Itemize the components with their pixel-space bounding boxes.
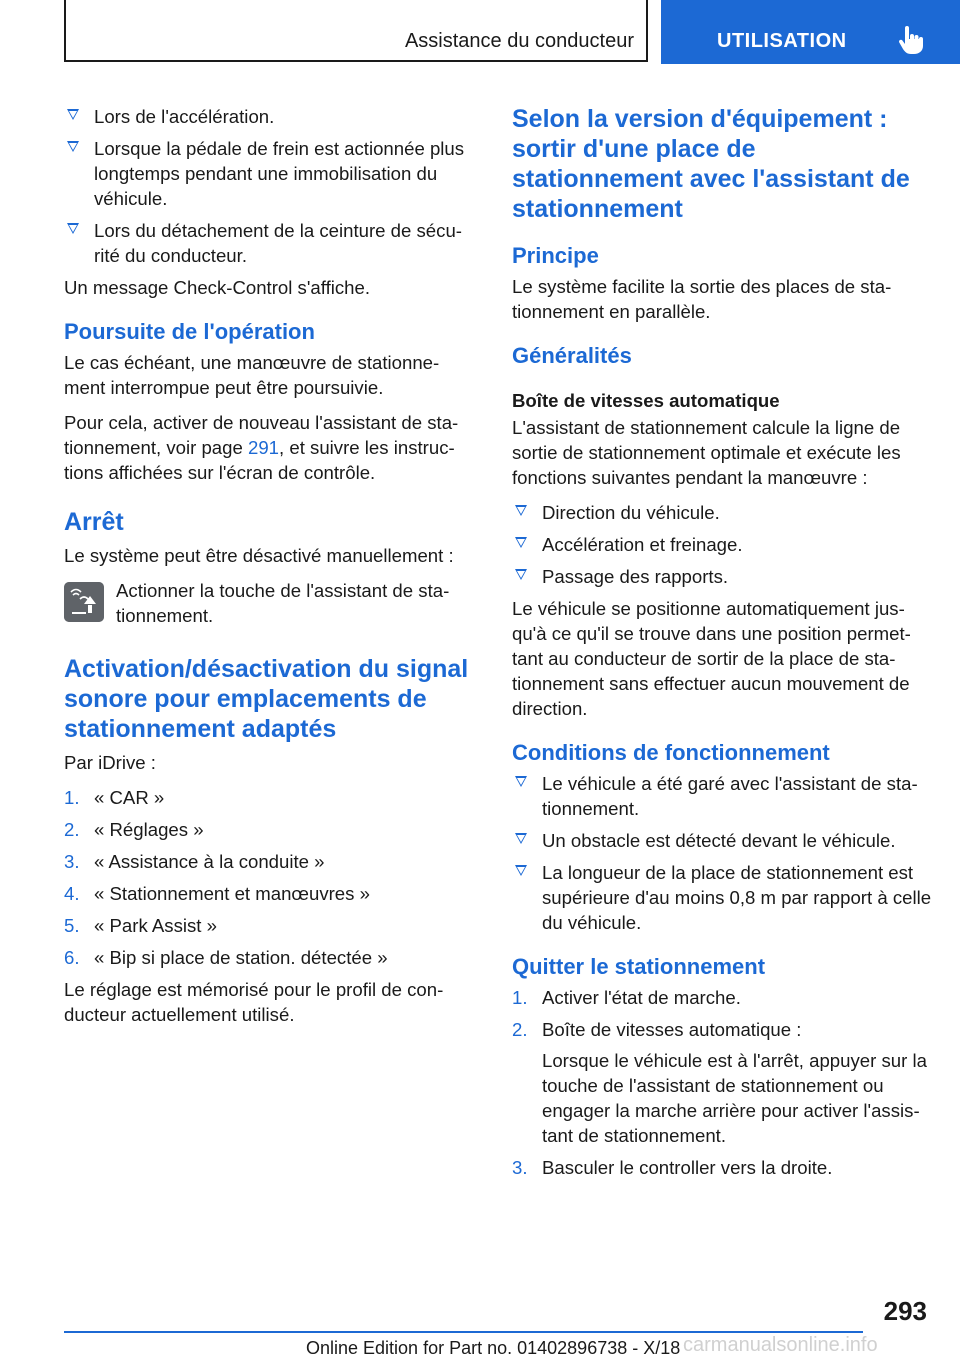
check-control-text: Un message Check-Control s'affiche. — [64, 277, 371, 298]
page-link[interactable]: 291 — [248, 437, 280, 458]
generalites-text-2: Le véhicule se positionne automatiquement jus-qu'à ce qu'il se trouve dans une position permet-tant au conducteur de sortir de la place de sta-tionnement sans effectuer aucun mouvement de direction. — [512, 598, 911, 719]
section-title: Assistance du conducteur — [404, 30, 634, 52]
bullet-list-conditions-fonctionnement — [512, 771, 932, 935]
triangle-bullet-icon — [515, 569, 527, 580]
heading-activation: Activation/désactivation du signal sonore pour emplacements de stationnement adaptés — [64, 655, 469, 743]
list-item: Lorsque la pédale de frein est actionnée plus longtemps pendant une immobilisation du véhicule. — [64, 136, 480, 211]
footer-watermark: carmanualsonline.info — [683, 1334, 878, 1356]
chapter-label: UTILISATION — [717, 30, 847, 52]
heading-principe: Principe — [512, 243, 599, 268]
generalites-text: L'assistant de stationnement calcule la ligne de sortie de stationnement optimale et exécute les fonctions suivantes pendant la manœuvre : — [512, 417, 901, 488]
list-item: Lors du détachement de la ceinture de sécu-rité du conducteur. — [64, 218, 480, 268]
footer-rule — [64, 1331, 863, 1333]
list-item: Un obstacle est détecté devant le véhicule. — [512, 828, 932, 853]
triangle-bullet-icon — [67, 141, 79, 152]
list-item: Le véhicule a été garé avec l'assistant de sta-tionnement. — [512, 771, 932, 821]
triangle-bullet-icon — [515, 776, 527, 787]
poursuite-text: Le cas échéant, une manœuvre de stationne-ment interrompue peut être poursuivie. — [64, 352, 440, 398]
header-section-box — [64, 0, 648, 62]
quitter-steps — [512, 985, 932, 1180]
list-item: 3. « Assistance à la conduite » — [64, 851, 325, 872]
heading-arret: Arrêt — [64, 508, 124, 536]
list-item: La longueur de la place de stationnement est supérieure d'au moins 0,8 m par rapport à celle du véhicule. — [512, 860, 932, 935]
heading-conditions: Conditions de fonctionnement — [512, 740, 830, 765]
park-assist-button-icon — [64, 582, 104, 622]
activation-outro: Le réglage est mémorisé pour le profil de con-ducteur actuellement utilisé. — [64, 979, 444, 1025]
bullet-list-conditions — [64, 104, 480, 268]
activation-steps — [64, 785, 480, 970]
chapter-tab — [661, 0, 960, 64]
list-item: Passage des rapports. — [512, 564, 932, 589]
arret-text: Le système peut être désactivé manuellement : — [64, 545, 454, 566]
hand-pointer-icon — [897, 26, 923, 56]
arret-icon-text: Actionner la touche de l'assistant de sta-tionnement. — [116, 580, 450, 626]
triangle-bullet-icon — [67, 109, 79, 120]
left-column — [64, 104, 480, 1037]
heading-generalites: Généralités — [512, 343, 632, 368]
list-item: Direction du véhicule. — [512, 500, 932, 525]
heading-main: Selon la version d'équipement : sortir d'une place de stationnement avec l'assistant de stationnement — [512, 105, 910, 223]
right-column — [512, 104, 932, 1187]
triangle-bullet-icon — [515, 833, 527, 844]
heading-poursuite: Poursuite de l'opération — [64, 319, 315, 344]
triangle-bullet-icon — [515, 537, 527, 548]
triangle-bullet-icon — [67, 223, 79, 234]
principe-text: Le système facilite la sortie des places de sta-tionnement en parallèle. — [512, 276, 892, 322]
heading-quitter: Quitter le stationnement — [512, 954, 766, 979]
footer-edition: Online Edition for Part no. 01402896738 - X/18 — [306, 1338, 681, 1358]
list-item: 1. « CAR » — [64, 787, 165, 808]
list-item: Lors de l'accélération. — [64, 104, 480, 129]
list-item: 4. « Stationnement et manœuvres » — [64, 883, 370, 904]
triangle-bullet-icon — [515, 865, 527, 876]
list-item: 3. Basculer le controller vers la droite. — [512, 1157, 833, 1178]
list-item: 2. « Réglages » — [64, 819, 204, 840]
bullet-list-fonctions — [512, 500, 932, 589]
subheading-boite: Boîte de vitesses automatique — [512, 390, 780, 411]
triangle-bullet-icon — [515, 505, 527, 516]
list-item: 2. Boîte de vitesses automatique : Lorsque le véhicule est à l'arrêt, appuyer sur la touche de l'assistant de stationnement ou engager la marche arrière pour activer l'assis-tant de stationnement. — [512, 1019, 927, 1146]
activation-intro: Par iDrive : — [64, 752, 156, 773]
page-number: 293 — [883, 1296, 927, 1326]
list-item: 6. « Bip si place de station. détectée » — [64, 947, 388, 968]
list-item: 1. Activer l'état de marche. — [512, 987, 741, 1008]
list-item: 5. « Park Assist » — [64, 915, 217, 936]
poursuite-text-2: Pour cela, activer de nouveau l'assistant de sta-tionnement, voir page 291, et suivre les instruc-tions affichées sur l'écran de contrôle. — [64, 412, 459, 483]
arret-icon-row — [64, 578, 480, 628]
list-item: Accélération et freinage. — [512, 532, 932, 557]
